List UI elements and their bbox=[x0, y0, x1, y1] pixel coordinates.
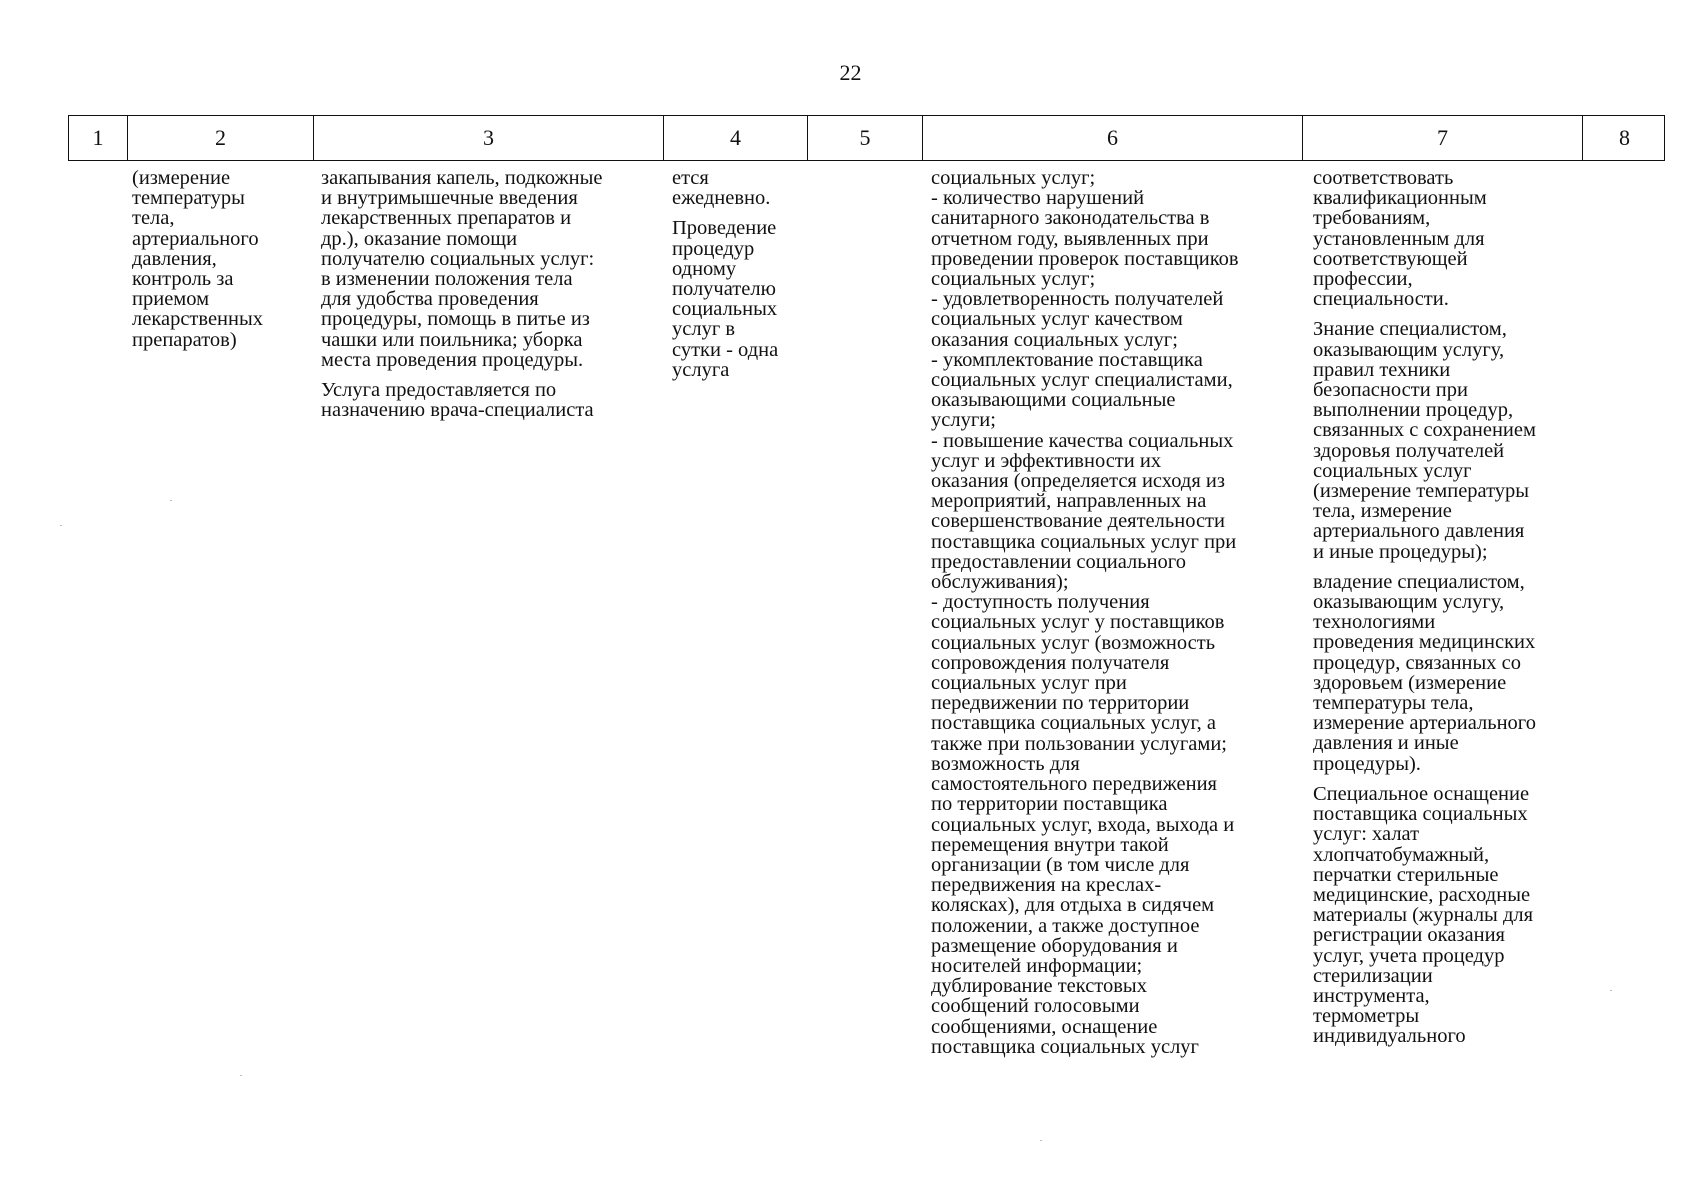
col4-paragraph: Проведение процедур одному получателю социальных услуг в сутки - одна услуга bbox=[672, 217, 779, 381]
scan-speck bbox=[170, 500, 172, 501]
scan-speck bbox=[1610, 990, 1612, 991]
column-2-text bbox=[132, 168, 307, 360]
col3-paragraph: закапывания капель, подкожные и внутримышечные введения лекарственных препаратов и др.), оказание помощи получателю социальных услуг: в изменении положения тела для удобства проведения процедуры, помощь в питье из чашки или поильника; уборка места проведения процедуры. bbox=[321, 167, 603, 371]
header-col-1: 1 bbox=[92, 125, 104, 150]
header-col-6: 6 bbox=[922, 116, 1302, 160]
col7-paragraph: Знание специалистом, оказывающим услугу, правил техники безопасности при выполнении процедур, связанных с сохранением здоровья получателей социальных услуг (измерение температуры тела, измерение артериального давления и иные процедуры); bbox=[1313, 318, 1536, 563]
col3-paragraph: Услуга предоставляется по назначению врача-специалиста bbox=[321, 379, 594, 422]
header-col-2: 2 bbox=[127, 116, 313, 160]
header-col-3: 3 bbox=[313, 116, 663, 160]
col6-paragraph: социальных услуг; - количество нарушений санитарного законодательства в отчетном году, выявленных при проведении проверок поставщиков социальных услуг; - удовлетворенность получателей социальных услуг качеством оказания социальных услуг; - укомплектование поставщика социальных услуг специалистами, оказывающими социальные услуги; - повышение качества социальных услуг и эффективности их оказания (определяется исходя из мероприятий, направленных на совершенствование деятельности поставщика социальных услуг при предоставлении социального обслуживания); - доступность получения социальных услуг у поставщиков социальных услуг (возможность сопровождения получателя социальных услуг при передвижении по территории поставщика социальных услуг, а также при пользовании услугами; возможность для самостоятельного передвижения по территории поставщика социальных услуг, входа, выхода и перемещения внутри такой организации (в том числе для передвижения на креслах- колясках), для отдыха в сидячем положении, а также доступное размещение оборудования и носителей информации; дублирование текстовых сообщений голосовыми сообщениями, оснащение поставщика социальных услуг bbox=[931, 167, 1239, 1058]
scan-speck bbox=[60, 525, 62, 526]
col7-paragraph: Специальное оснащение поставщика социальных услуг: халат хлопчатобумажный, перчатки стерильные медицинские, расходные материалы (журналы для регистрации оказания услуг, учета процедур стерилизации инструмента, термометры индивидуального bbox=[1313, 782, 1534, 1048]
header-col-7: 7 bbox=[1302, 116, 1582, 160]
col4-paragraph: ется ежедневно. bbox=[672, 167, 771, 210]
column-7-text bbox=[1313, 168, 1593, 1057]
column-3-text bbox=[321, 168, 666, 430]
column-6-text bbox=[931, 168, 1301, 1067]
col2-paragraph: (измерение температуры тела, артериального давления, контроль за приемом лекарственных препаратов) bbox=[132, 167, 264, 351]
header-col-5: 5 bbox=[807, 116, 922, 160]
header-col-8: 8 bbox=[1582, 116, 1666, 160]
scan-speck bbox=[1040, 1140, 1042, 1141]
table-header-row bbox=[68, 115, 1665, 161]
scan-speck bbox=[240, 1075, 242, 1076]
header-col-4: 4 bbox=[663, 116, 807, 160]
col7-paragraph: владение специалистом, оказывающим услугу, технологиями проведения медицинских процедур, связанных со здоровьем (измерение температуры тела, измерение артериального давления и иные процедуры). bbox=[1313, 570, 1536, 775]
page-number: 22 bbox=[839, 60, 862, 85]
column-4-text bbox=[672, 168, 812, 390]
col7-paragraph: соответствовать квалификационным требованиям, установленным для соответствующей профессии, специальности. bbox=[1313, 167, 1487, 311]
